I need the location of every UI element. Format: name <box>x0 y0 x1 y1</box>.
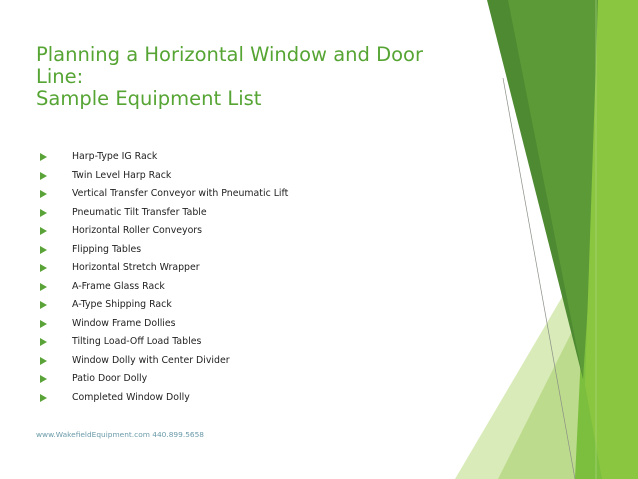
list-item-label: Window Dolly with Center Divider <box>72 354 230 366</box>
list-item <box>40 370 288 389</box>
list-item-label: Vertical Transfer Conveyor with Pneumatic Lift <box>72 188 289 199</box>
list-item <box>40 167 288 186</box>
right-triangle-bullet-icon <box>40 246 47 254</box>
right-triangle-bullet-icon <box>40 190 47 198</box>
list-item-label: Pneumatic Tilt Transfer Table <box>72 206 207 218</box>
title-line-3: Sample Equipment List <box>36 87 262 110</box>
slide-title <box>36 44 456 110</box>
list-item <box>40 259 288 278</box>
list-item-label: Harp-Type IG Rack <box>72 151 158 162</box>
right-triangle-bullet-icon <box>40 283 47 291</box>
right-triangle-bullet-icon <box>40 375 47 383</box>
list-item-label: Completed Window Dolly <box>72 391 190 403</box>
list-item <box>40 278 288 297</box>
list-item <box>40 389 288 408</box>
list-item <box>40 241 288 260</box>
list-item <box>40 352 288 371</box>
list-item-label: Window Frame Dollies <box>72 317 176 329</box>
footer-contact: www.WakefieldEquipment.com 440.899.5658 <box>36 430 204 439</box>
title-line-2: Line: <box>36 65 84 88</box>
list-item-label: A-Type Shipping Rack <box>72 299 172 310</box>
list-item-label: Horizontal Stretch Wrapper <box>72 262 200 273</box>
right-triangle-bullet-icon <box>40 338 47 346</box>
right-triangle-bullet-icon <box>40 301 47 309</box>
list-item <box>40 222 288 241</box>
list-item-label: Twin Level Harp Rack <box>72 169 172 181</box>
right-triangle-bullet-icon <box>40 264 47 272</box>
right-triangle-bullet-icon <box>40 209 47 217</box>
list-item <box>40 333 288 352</box>
right-triangle-bullet-icon <box>40 320 47 328</box>
right-triangle-bullet-icon <box>40 227 47 235</box>
list-item-label: Flipping Tables <box>72 243 142 255</box>
list-item-label: Patio Door Dolly <box>72 373 148 384</box>
right-triangle-bullet-icon <box>40 357 47 365</box>
list-item-label: Tilting Load-Off Load Tables <box>72 336 202 347</box>
list-item <box>40 204 288 223</box>
list-item <box>40 185 288 204</box>
list-item <box>40 148 288 167</box>
equipment-list <box>40 148 288 407</box>
list-item-label: Horizontal Roller Conveyors <box>72 225 203 236</box>
right-triangle-bullet-icon <box>40 172 47 180</box>
right-triangle-bullet-icon <box>40 394 47 402</box>
title-line-1: Planning a Horizontal Window and Door <box>36 43 423 66</box>
list-item-label: A-Frame Glass Rack <box>72 280 165 292</box>
list-item <box>40 296 288 315</box>
right-triangle-bullet-icon <box>40 153 47 161</box>
list-item <box>40 315 288 334</box>
